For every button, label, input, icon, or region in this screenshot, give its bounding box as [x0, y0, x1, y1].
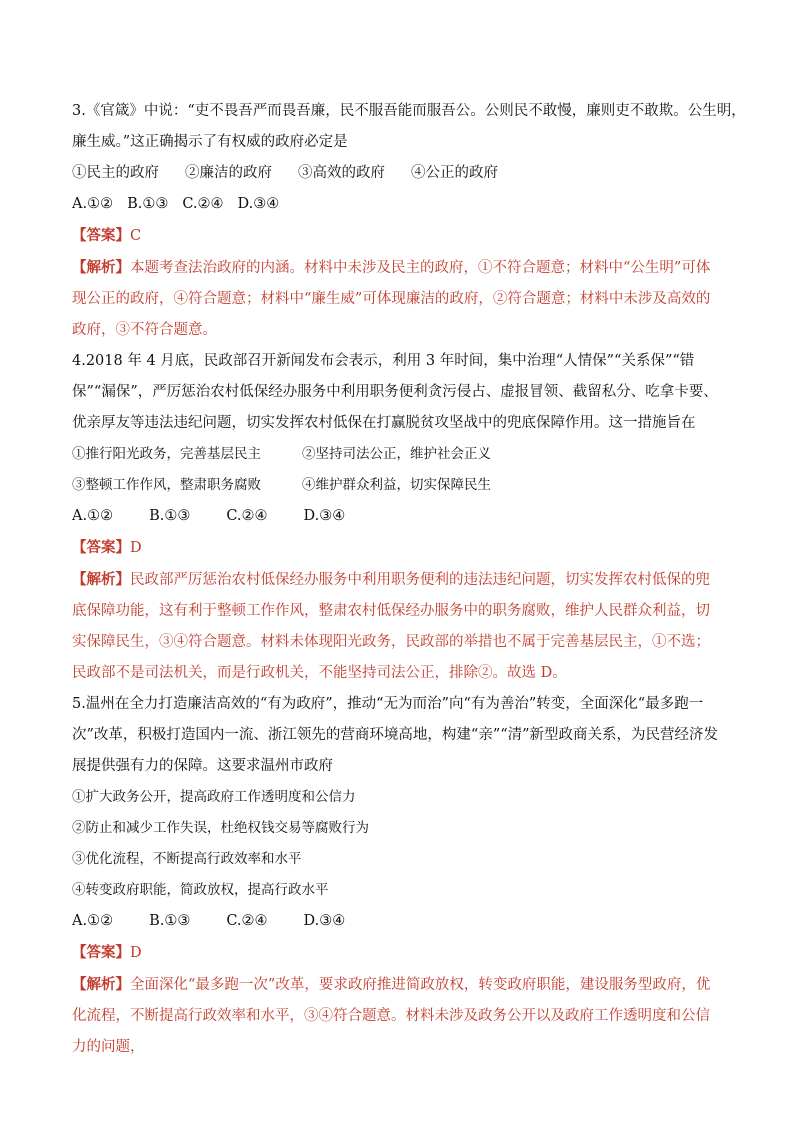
q4-stem: 4.2018 年 4 月底，民政部召开新闻发布会表示，利用 3 年时间，集中治理“人情保”“关系保”“错保”“漏保”，严厉惩治农村低保经办服务中利用职务便利贪污侵占、虚报冒领、截留私分、吃拿卡要、优亲厚友等违法违纪问题，切实发挥农村低保在打赢脱贫攻坚战中的兜底保障作用。这一措施旨在: [72, 353, 718, 431]
q5-explain-text: 全面深化“最多跑一次”改革，要求政府推进简政放权，转变政府职能，建设服务型政府，优化流程，不断提高行政效率和水平，③④符合题意。材料未涉及政务公开以及政府工作透明度和公信力的问题，: [72, 977, 711, 1055]
q3-choice-a: A.①②: [72, 196, 114, 212]
q3-explain-text: 本题考查法治政府的内涵。材料中未涉及民主的政府，①不符合题意；材料中“公生明”可体现公正的政府，④符合题意；材料中“廉生威”可体现廉洁的政府，②符合题意；材料中未涉及高效的政府，③不符合题意。: [72, 260, 711, 338]
q3-choice-b: B.①③: [127, 196, 169, 212]
q3-item-2: ②廉洁的政府: [185, 165, 272, 181]
q4-explain-text: 民政部严厉惩治农村低保经办服务中利用职务便利的违法违纪问题，切实发挥农村低保的兜底保障功能，这有利于整顿工作作风，整肃农村低保经办服务中的职务腐败，维护人民群众利益，切实保障民生，③④符合题意。材料未体现阳光政务，民政部的举措也不属于完善基层民主，①不选；民政部不是司法机关，而是行政机关，不能坚持司法公正，排除②。故选 D。: [72, 572, 710, 681]
question-5: [72, 689, 724, 1063]
q5-item-4: ④转变政府职能，简政放权，提高行政水平: [72, 882, 329, 898]
q5-choice-b: B.①③: [149, 913, 191, 929]
q3-choice-d: D.③④: [237, 196, 280, 212]
q3-answer-tag: 【答案】: [72, 227, 130, 244]
q3-item-1: ①民主的政府: [72, 165, 159, 181]
q3-item-4: ④公正的政府: [411, 165, 498, 181]
q3-answer: [72, 220, 724, 252]
q3-items: [72, 158, 724, 189]
q5-answer-tag: 【答案】: [72, 944, 130, 961]
q3-stem-line2: 廉生威。”这正确揭示了有权威的政府必定是: [72, 134, 348, 150]
q3-stem-line1: 3.《官箴》中说：“吏不畏吾严而畏吾廉，民不服吾能而服吾公。公则民不敢慢，廉则吏不敢欺。公生明，: [72, 103, 746, 119]
q4-items: [72, 439, 724, 501]
q5-choice-a: A.①②: [72, 913, 114, 929]
q3-choice-c: C.②④: [182, 196, 224, 212]
q5-item-3: ③优化流程，不断提高行政效率和水平: [72, 851, 302, 867]
q3-explain-tag: 【解析】: [72, 259, 130, 276]
q4-choice-d: D.③④: [303, 508, 346, 524]
question-4: [72, 346, 724, 689]
q5-choice-d: D.③④: [303, 913, 346, 929]
q4-item-1: ①推行阳光政务，完善基层民主: [72, 446, 261, 462]
q4-choice-c: C.②④: [226, 508, 268, 524]
q4-choice-a: A.①②: [72, 508, 114, 524]
q5-items: [72, 782, 724, 906]
q4-answer: [72, 532, 724, 564]
q5-item-1: ①扩大政务公开，提高政府工作透明度和公信力: [72, 789, 356, 805]
q5-explain-tag: 【解析】: [72, 976, 130, 993]
q4-explanation: [72, 564, 724, 689]
q5-explanation: [72, 969, 724, 1063]
q5-choice-c: C.②④: [226, 913, 268, 929]
q4-answer-tag: 【答案】: [72, 539, 130, 556]
q5-answer-value: D: [130, 945, 142, 961]
q3-item-3: ③高效的政府: [298, 165, 385, 181]
q5-choices: [72, 906, 724, 937]
q4-item-2: ②坚持司法公正，维护社会正义: [302, 446, 491, 462]
q4-item-3: ③整顿工作作风，整肃职务腐败: [72, 477, 261, 493]
q5-answer: [72, 937, 724, 969]
q4-item-4: ④维护群众利益，切实保障民生: [302, 477, 491, 493]
q3-answer-value: C: [130, 228, 142, 244]
q4-choice-b: B.①③: [149, 508, 191, 524]
q4-answer-value: D: [130, 540, 142, 556]
q5-item-2: ②防止和减少工作失误，杜绝权钱交易等腐败行为: [72, 820, 369, 836]
q4-choices: [72, 501, 724, 532]
q3-explanation: [72, 252, 724, 346]
q3-choices: [72, 189, 724, 220]
q5-stem: 5.温州在全力打造廉洁高效的“有为政府”，推动“无为而治”向“有为善治”转变，全面深化“最多跑一次”改革，积极打造国内一流、浙江领先的营商环境高地，构建“亲”“清”新型政商关系，为民营经济发展提供强有力的保障。这要求温州市政府: [72, 696, 719, 774]
q4-explain-tag: 【解析】: [72, 571, 130, 588]
question-3: [72, 96, 746, 346]
